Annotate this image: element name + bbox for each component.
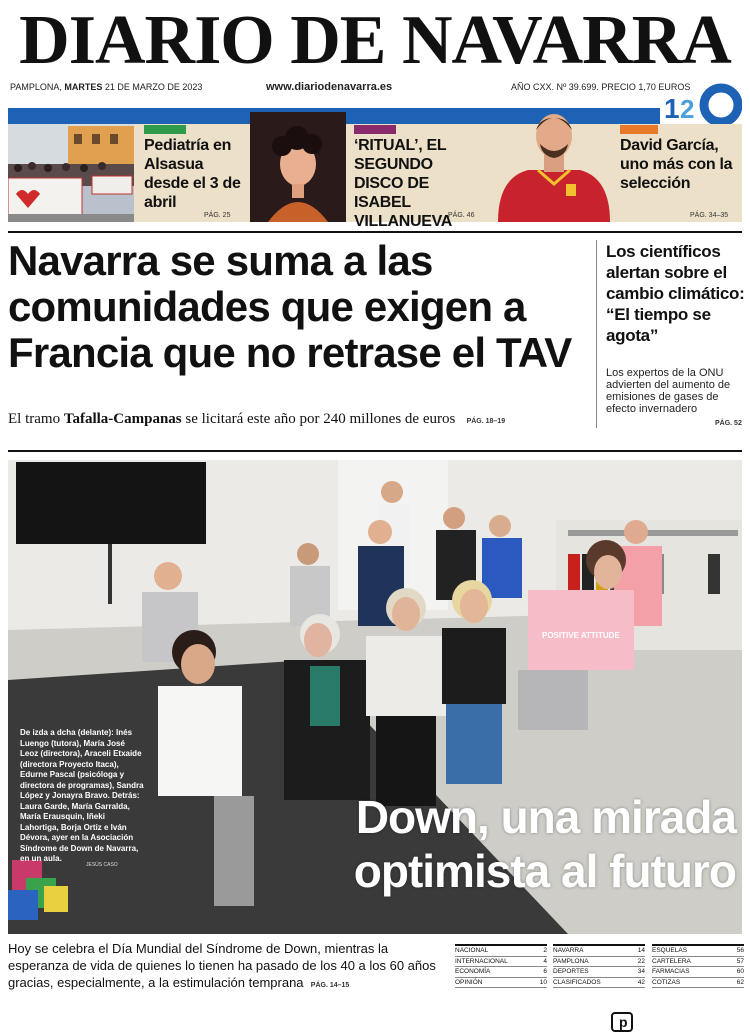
index-column-1 (455, 944, 547, 988)
index-row[interactable]: COTIZAS 62 (652, 978, 744, 989)
main-headline[interactable]: Navarra se suma a las comunidades que exigen a Francia que no retrase el TAV (8, 237, 572, 376)
section-divider (8, 231, 742, 233)
photo-story-title[interactable] (354, 790, 736, 898)
index-column-2 (553, 944, 645, 988)
main-page-ref: PÁG. 18–19 (466, 418, 506, 425)
side-headline[interactable]: Los científicos alertan sobre el cambio climático: “El tiempo se agota” (606, 242, 745, 345)
index-row[interactable]: PAMPLONA 22 (553, 957, 645, 968)
photo-caption: De izda a dcha (delante): Inés Luengo (tutora), María José Leoz (directora), Araceli Etxaide (directora Proyecto Itaca), Edurne Pascal (psicóloga y directora de programas), Sandra López y Jonayra Bravo. Detrás: Laura Garde, María Garralda, María Erausquin, Iñeki Lahortiga, Borja Ortiz e Iván Dévora, ayer en la Asociación Síndrome de Down de Navarra, en un aula. (20, 728, 144, 863)
teaser-pediatria[interactable]: Pediatría en Alsasua desde el 3 de abril (144, 137, 241, 211)
photo-story-page-ref: PÁG. 14–15 (310, 982, 350, 989)
teaser-photo-protest[interactable] (8, 124, 134, 222)
photo-story-body: Hoy se celebra el Día Mundial del Síndrome de Down, mientras la esperanza de vida de quienes lo tienen ha pasado de los 40 a los 60 años gracias, especialmente, a la estimulación temprana PÁG. 14–15 (8, 941, 436, 990)
teaser-accent-purple (354, 125, 396, 134)
index-row[interactable]: CARTELERA 57 (652, 957, 744, 968)
main-subhead: El tramo Tafalla-Campanas se licitará este año por 240 millones de euros PÁG. 18–19 (8, 411, 506, 427)
teaser-photo-david-garcia[interactable] (494, 92, 614, 222)
anniversary-digit-2: 2 (680, 94, 695, 124)
anniversary-digit-0 (704, 88, 738, 122)
teaser-david-garcia[interactable]: David García, uno más con la selección (620, 137, 733, 192)
website-link[interactable]: www.diariodenavarra.es (266, 81, 393, 93)
index-row[interactable]: FARMACIAS 60 (652, 967, 744, 978)
teaser-photo-isabel-villanueva[interactable] (250, 112, 346, 222)
section-divider (8, 450, 742, 452)
index-row[interactable]: NACIONAL 2 (455, 944, 547, 957)
index-row[interactable]: NAVARRA 14 (553, 944, 645, 957)
protest-photo-illustration (8, 124, 134, 222)
teaser-page: PÁG. 34–35 (690, 212, 729, 219)
index-column-3 (652, 944, 744, 988)
anniversary-120-logo (664, 80, 742, 126)
photo-title-line-2: optimista al futuro (353, 845, 736, 897)
teaser-accent-orange (620, 125, 658, 134)
teaser-page: PÁG. 46 (448, 212, 475, 219)
side-page-ref: PÁG. 52 (715, 420, 742, 427)
index-row[interactable]: INTERNACIONAL 4 (455, 957, 547, 968)
photo-title-line-1: Down, una mirada (355, 791, 736, 843)
issue-info: AÑO CXX. Nº 39.699. PRECIO 1,70 EUROS (511, 82, 691, 92)
masthead-title: DIARIO DE NAVARRA (19, 2, 731, 79)
teaser-accent-green (144, 125, 186, 134)
teaser-row (8, 124, 742, 230)
kiosko-p-logo: p (611, 1012, 633, 1032)
teaser-page: PÁG. 25 (204, 212, 231, 219)
index-row[interactable]: ECONOMÍA 6 (455, 967, 547, 978)
anniversary-digit-1: 1 (664, 93, 680, 124)
portrait-illustration (250, 112, 346, 222)
index-row[interactable]: ESQUELAS 56 (652, 944, 744, 957)
side-summary: Los expertos de la ONU advierten del aumento de emisiones de gases de efecto invernadero (606, 367, 731, 415)
teaser-ritual[interactable]: ‘RITUAL’, EL SEGUNDO DISCO DE ISABEL VILLANUEVA (354, 137, 453, 230)
place-date: PAMPLONA, MARTES 21 DE MARZO DE 2023 (10, 82, 203, 92)
index-row[interactable]: DEPORTES 34 (553, 967, 645, 978)
photo-credit: JESÚS CASO (86, 862, 118, 868)
footballer-illustration (494, 92, 614, 222)
column-divider (596, 240, 597, 428)
index-row[interactable]: CLASIFICADOS 42 (553, 978, 645, 989)
shirt-print: POSITIVE ATTITUDE (542, 631, 620, 640)
index-row[interactable]: OPINIÓN 10 (455, 978, 547, 989)
